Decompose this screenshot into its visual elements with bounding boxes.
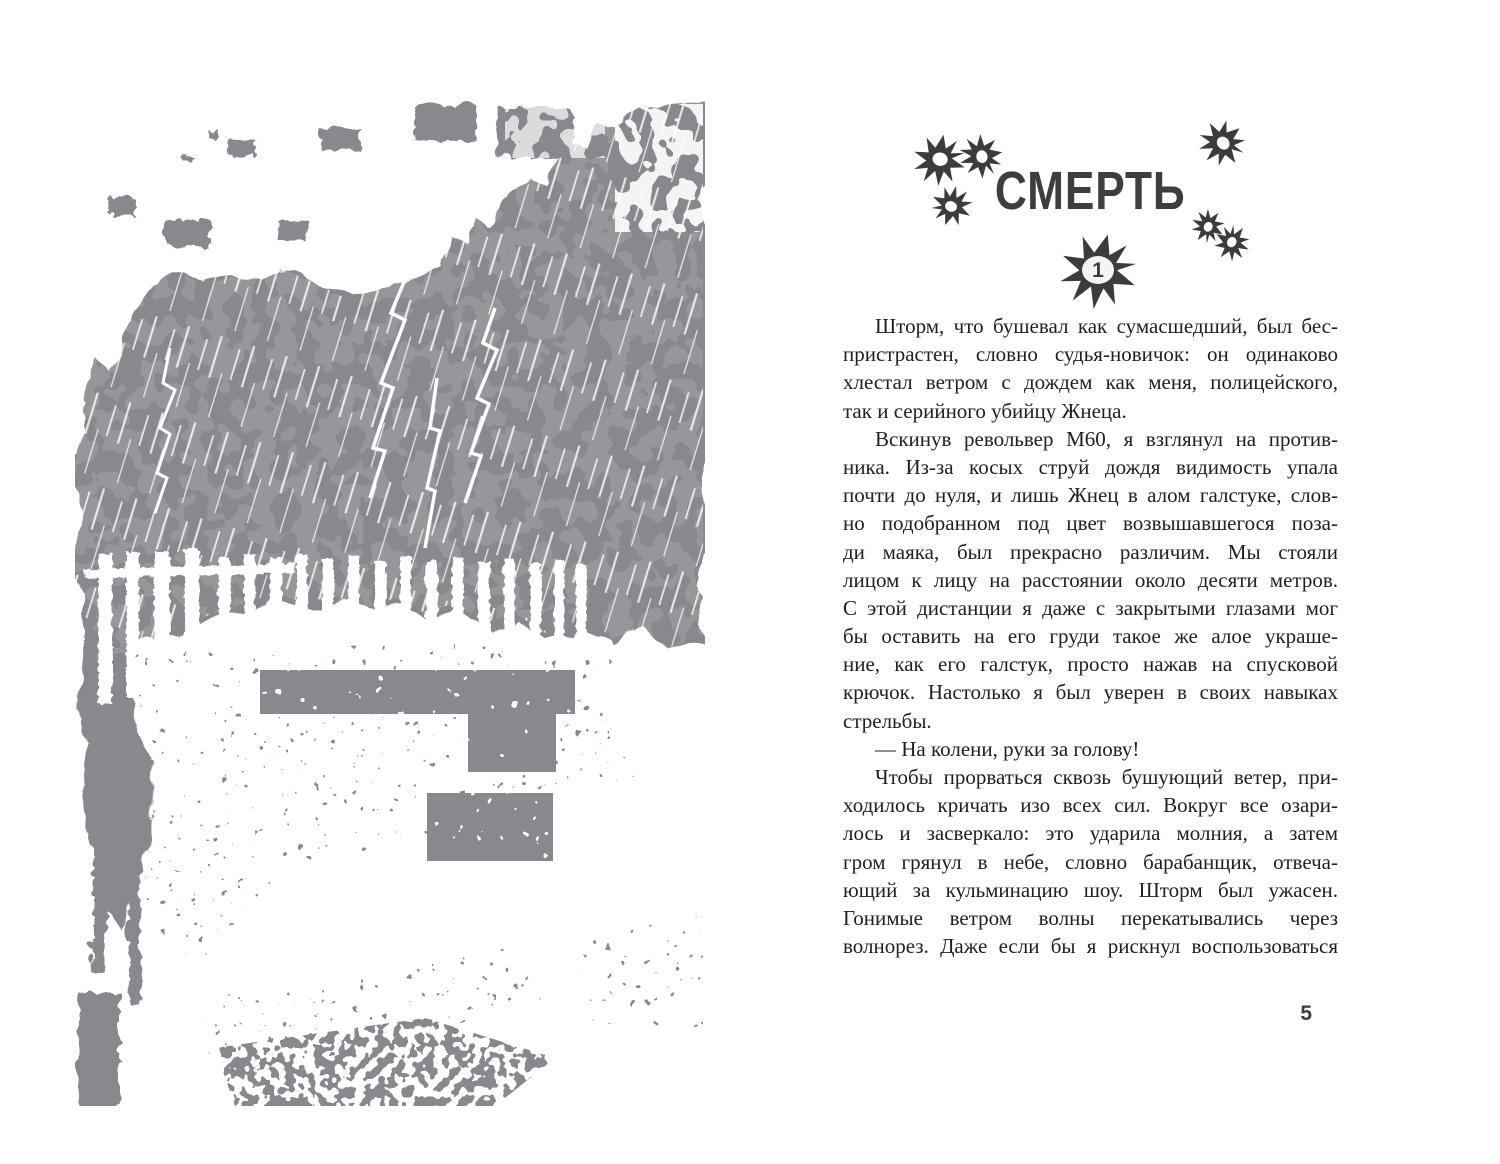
paragraph-line: ние, как его галстук, просто нажав на спусковой: [843, 652, 1338, 677]
paragraph-line: но подобранном под цвет возвышавшегося поза-: [843, 511, 1338, 536]
paragraph-line: Шторм, что бушевал как сумасшедший, был бес-: [875, 314, 1338, 338]
chapter-number: 1: [1092, 259, 1104, 282]
paragraph-line: стрельбы.: [843, 708, 932, 733]
page-number: 5: [1300, 1002, 1312, 1025]
paragraph-line: Вскинув револьвер М60, я взглянул на против-: [875, 426, 1338, 451]
paragraph-line: ди маяка, был прекрасно различим. Мы стояли: [843, 539, 1338, 564]
storm-illustration: [75, 98, 705, 1106]
paragraph-line: — На колени, руки за голову!: [875, 736, 1140, 761]
paragraph-line: Гонимые ветром волны перекатывались через: [843, 905, 1338, 930]
paragraph-line: крючок. Настолько я был уверен в своих навыках: [843, 680, 1338, 705]
chapter-title: СМЕРТЬ: [995, 161, 1186, 221]
paragraph-line: бы оставить на его груди такое же алое украше-: [843, 624, 1338, 649]
paragraph-line: лицом к лицу на расстоянии около десяти метров.: [843, 567, 1338, 592]
right-page: [750, 0, 1500, 1164]
paragraph-line: волнорез. Даже если бы я рискнул воспользоваться: [843, 934, 1338, 959]
body-text: [843, 312, 1338, 960]
paragraph-line: С этой дистанции я даже с закрытыми глазами мог: [843, 595, 1338, 620]
paragraph-line: хлестал ветром с дождем как меня, полицейского,: [843, 370, 1338, 395]
paragraph-line: лось и засверкало: это ударила молния, а затем: [843, 821, 1338, 846]
paragraph-line: ющий за кульминацию шоу. Шторм был ужасен.: [843, 877, 1338, 902]
paragraph-line: гром грянул в небе, словно барабанщик, отвеча-: [843, 849, 1338, 874]
paragraph-line: ника. Из-за косых струй дождя видимость упала: [843, 454, 1338, 479]
paragraph-line: так и серийного убийцу Жнеца.: [843, 398, 1127, 423]
paragraph-line: Чтобы прорваться сквозь бушующий ветер, при-: [875, 765, 1338, 789]
storm-illustration-svg: [75, 98, 705, 1106]
paragraph-line: почти до нуля, и лишь Жнец в алом галстуке, слов-: [843, 483, 1338, 508]
paragraph-line: пристрастен, словно судья-новичок: он одинаково: [843, 342, 1338, 367]
paragraph-line: ходилось кричать изо всех сил. Вокруг все озари-: [843, 793, 1338, 818]
